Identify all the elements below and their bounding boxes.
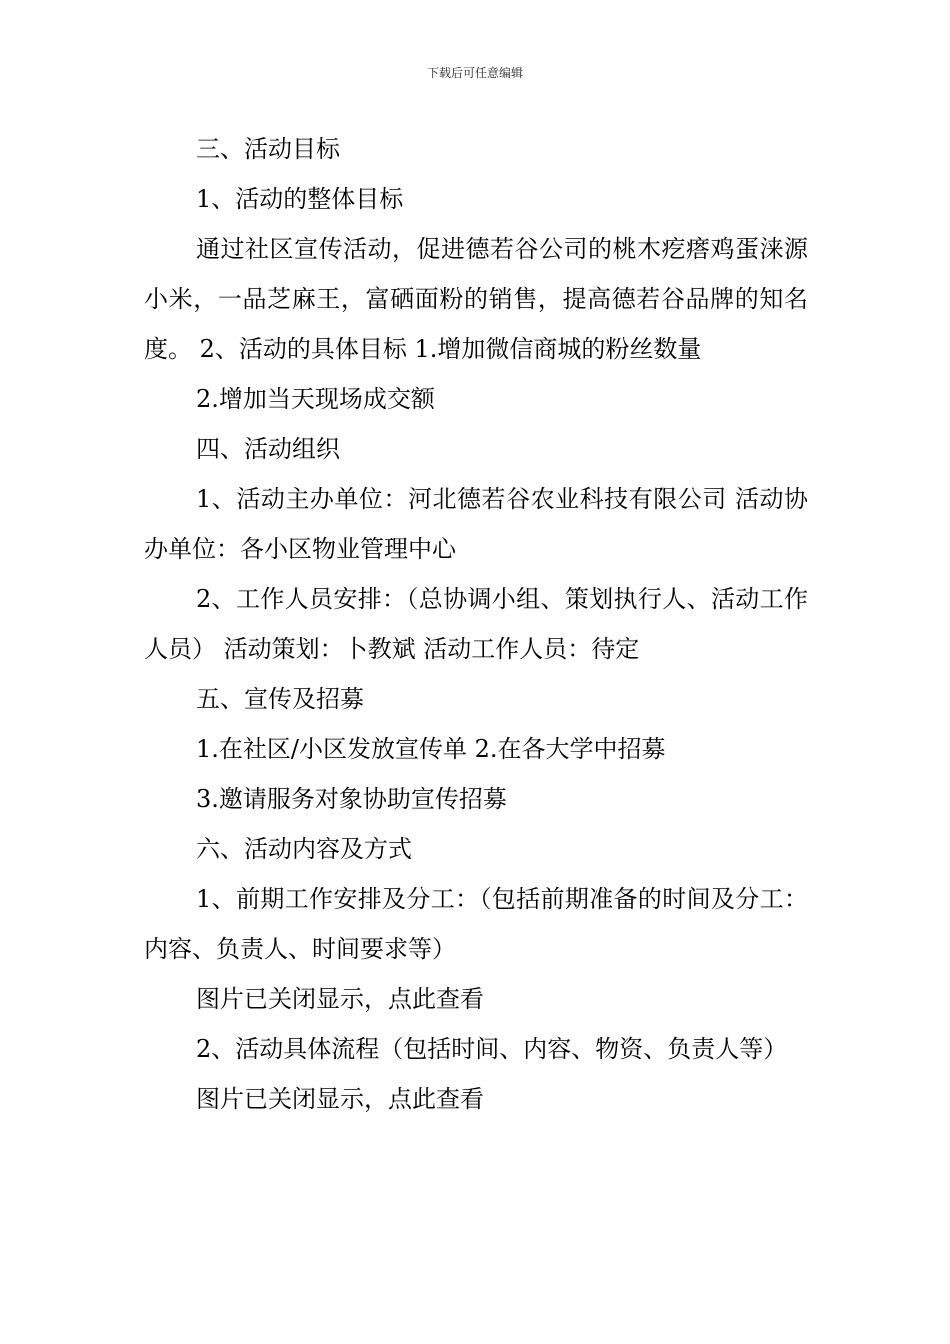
image-placeholder-link-1[interactable]: 图片已关闭显示，点此查看	[196, 985, 484, 1013]
image-placeholder-link-2[interactable]: 图片已关闭显示，点此查看	[196, 1085, 484, 1113]
paragraph-goal-sales: 2.增加当天现场成交额	[196, 385, 435, 413]
section-heading-goals: 三、活动目标	[196, 135, 340, 163]
paragraph-promotion-1: 1.在社区/小区发放宣传单 2.在各大学中招募	[196, 735, 666, 763]
section-heading-promotion: 五、宣传及招募	[196, 685, 364, 713]
paragraph-goal-description: 通过社区宣传活动，促进德若谷公司的桃木疙瘩鸡蛋涞源小米，一品芝麻王，富硒面粉的销售，提高德若谷品牌的知名度。 2、活动的具体目标 1.增加微信商城的粉丝数量	[144, 235, 808, 363]
section-heading-content: 六、活动内容及方式	[196, 835, 412, 863]
paragraph-promotion-3: 3.邀请服务对象协助宣传招募	[196, 785, 507, 813]
document-body	[144, 124, 808, 1124]
paragraph-preparation: 1、前期工作安排及分工：（包括前期准备的时间及分工：内容、负责人、时间要求等）	[144, 885, 808, 963]
section-heading-organization: 四、活动组织	[196, 435, 340, 463]
page-header: 下载后可任意编辑	[426, 66, 523, 80]
paragraph-process: 2、活动具体流程（包括时间、内容、物资、负责人等）	[196, 1035, 788, 1063]
paragraph-staff-arrangement: 2、工作人员安排：（总协调小组、策划执行人、活动工作人员） 活动策划：卜教斌 活动工作人员：待定	[144, 585, 808, 663]
paragraph-organizers: 1、活动主办单位：河北德若谷农业科技有限公司 活动协办单位：各小区物业管理中心	[144, 485, 808, 563]
subheading-overall-goal: 1、活动的整体目标	[196, 185, 404, 213]
